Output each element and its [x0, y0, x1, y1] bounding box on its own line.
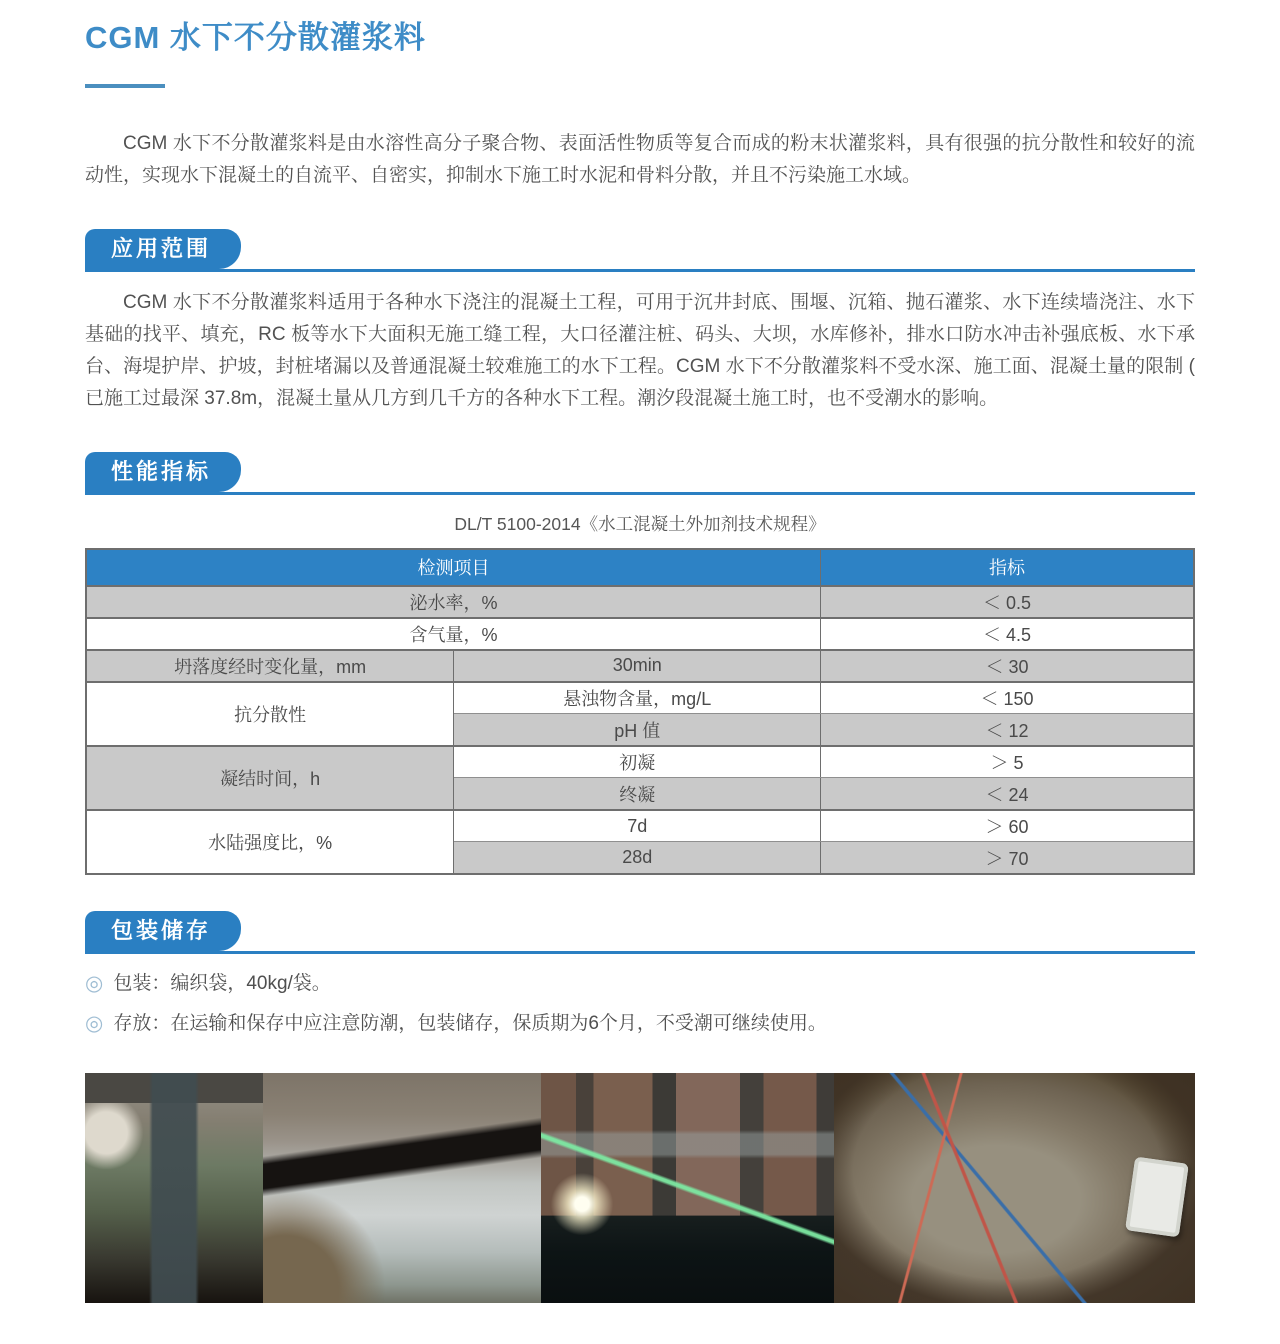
table-cell-value: ＜ 24 [821, 778, 1194, 810]
table-cell-sub: 初凝 [454, 746, 821, 778]
title-underline [85, 84, 165, 88]
table-cell-value: ＜ 150 [821, 682, 1194, 714]
table-cell-sub: pH 值 [454, 714, 821, 746]
application-paragraph: CGM 水下不分散灌浆料适用于各种水下浇注的混凝土工程，可用于沉井封底、围堰、沉箱、抛石灌浆、水下连续墙浇注、水下基础的找平、填充，RC 板等水下大面积无施工缝工程，大口径灌注桩、码头、大坝，水库修补，排水口防水冲击补强底板、水下承台、海堤护岸、护坡，封桩堵漏以及普通混凝土较难施工的水下工程。CGM 水下不分散灌浆料不受水深、施工面、混凝土量的限制 ( 已施工过最深 37.8m，混凝土量从几方到几千方的各种水下工程。潮汐段混凝土施工时，也不受潮水的影响。 [85, 291, 1195, 410]
table-cell-sub: 30min [454, 650, 821, 682]
section-header-performance [85, 452, 1195, 495]
standard-caption: DL/T 5100-2014《水工混凝土外加剂技术规程》 [454, 513, 826, 534]
table-cell-sub: 终凝 [454, 778, 821, 810]
table-row [86, 682, 1194, 714]
page-title: CGM 水下不分散灌浆料 [85, 20, 426, 55]
table-cell-value: ＜ 12 [821, 714, 1194, 746]
table-cell-item: 坍落度经时变化量，mm [86, 650, 454, 682]
section-header-application [85, 229, 1195, 272]
photo-muddy-caisson-pit [834, 1073, 1195, 1303]
packaging-bullets [85, 970, 1195, 1039]
section-header-packaging [85, 911, 1195, 954]
packaging-badge: 包装储存 [85, 911, 241, 951]
table-row [86, 586, 1194, 618]
list-item [85, 1010, 1195, 1039]
list-item [85, 970, 1195, 999]
photo-bridge-pier-over-water [85, 1073, 263, 1303]
table-header-item: 检测项目 [86, 549, 821, 586]
table-cell-item: 凝结时间，h [86, 746, 454, 810]
table-row [86, 650, 1194, 682]
ring-bullet-icon: ◎ [85, 971, 104, 995]
ring-bullet-icon: ◎ [85, 1012, 104, 1036]
table-header-row [86, 549, 1194, 586]
table-cell-value: ＜ 30 [821, 650, 1194, 682]
table-cell-sub: 7d [454, 810, 821, 842]
bullet-text: 包装：编织袋，40kg/袋。 [113, 972, 331, 994]
table-header-index: 指标 [821, 549, 1194, 586]
table-cell-item: 水陆强度比，% [86, 810, 454, 874]
table-row [86, 810, 1194, 842]
table-cell-item: 泌水率，% [86, 586, 821, 618]
white-tray [1125, 1157, 1189, 1237]
performance-table [85, 548, 1195, 875]
table-cell-item: 抗分散性 [86, 682, 454, 746]
table-cell-sub: 28d [454, 842, 821, 874]
table-cell-value: ＞ 5 [821, 746, 1194, 778]
table-cell-item: 含气量，% [86, 618, 821, 650]
table-row [86, 618, 1194, 650]
bullet-text: 存放：在运输和保存中应注意防潮，包装储存，保质期为6个月，不受潮可继续使用。 [113, 1013, 827, 1035]
photo-underwater-piers-with-laser [541, 1073, 834, 1303]
table-cell-value: ＞ 60 [821, 810, 1194, 842]
intro-paragraph: CGM 水下不分散灌浆料是由水溶性高分子聚合物、表面活性物质等复合而成的粉末状灌浆料，具有很强的抗分散性和较好的流动性，实现水下混凝土的自流平、自密实，抑制水下施工时水泥和骨料分散，并且不污染施工水域。 [85, 133, 1195, 187]
table-cell-sub: 悬浊物含量，mg/L [454, 682, 821, 714]
table-cell-value: ＜ 0.5 [821, 586, 1194, 618]
photo-concrete-pile-repair-closeup [263, 1073, 542, 1303]
application-badge: 应用范围 [85, 229, 241, 269]
table-cell-value: ＞ 70 [821, 842, 1194, 874]
performance-badge: 性能指标 [85, 452, 241, 492]
table-row [86, 746, 1194, 778]
project-photo-strip [85, 1073, 1195, 1303]
table-cell-value: ＜ 4.5 [821, 618, 1194, 650]
